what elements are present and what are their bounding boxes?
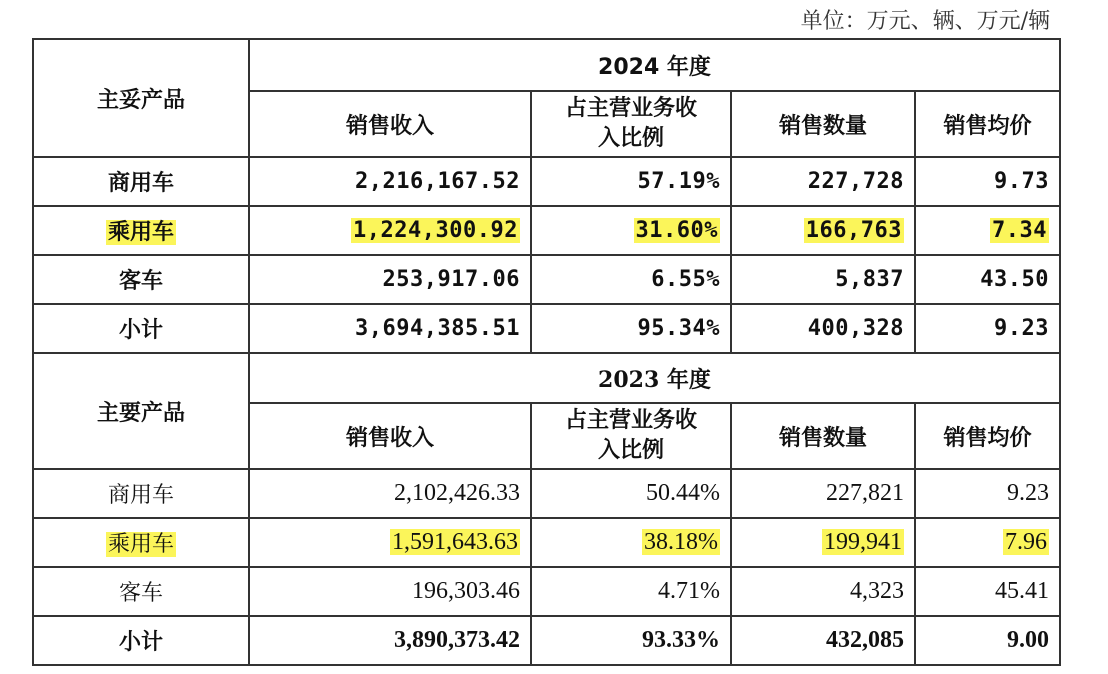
unit-label: 单位：万元、辆、万元/辆 [800,9,1050,34]
ratio-cell: 4.71% [531,567,731,616]
ratio-cell: 31.60% [531,206,731,255]
avg-price-cell: 43.50 [915,255,1060,304]
quantity-cell: 4,323 [731,567,915,616]
ratio-cell: 50.44% [531,469,731,518]
quantity-cell: 227,728 [731,157,915,206]
quantity-cell: 432,085 [731,616,915,665]
ratio-cell: 38.18% [531,518,731,567]
ratio-cell: 95.34% [531,304,731,353]
quantity-cell: 227,821 [731,469,915,518]
table-row [33,469,1060,518]
avg-price-cell: 7.34 [915,206,1060,255]
col-avg-price-header: 销售均价 [915,91,1060,157]
product-cell: 小计 [33,304,249,353]
product-cell: 小计 [33,616,249,665]
product-header-2023: 主要产品 [33,353,249,469]
table-row [33,157,1060,206]
product-cell: 乘用车 [33,206,249,255]
revenue-cell: 196,303.46 [249,567,531,616]
year-header-2024: 2024 年度 [249,39,1060,91]
avg-price-cell: 45.41 [915,567,1060,616]
table-row [33,255,1060,304]
col-revenue-header: 销售收入 [249,91,531,157]
section-2023-year-row [33,353,1060,403]
subtotal-row [33,304,1060,353]
product-cell: 商用车 [33,469,249,518]
revenue-cell: 3,694,385.51 [249,304,531,353]
quantity-cell: 400,328 [731,304,915,353]
revenue-cell: 2,102,426.33 [249,469,531,518]
ratio-cell: 93.33% [531,616,731,665]
product-cell: 乘用车 [33,518,249,567]
revenue-cell: 1,591,643.63 [249,518,531,567]
revenue-cell: 3,890,373.42 [249,616,531,665]
year-header-2023: 2023 年度 [249,353,1060,403]
ratio-cell: 6.55% [531,255,731,304]
product-header-2024: 主妥产品 [33,39,249,157]
table-row-highlighted [33,518,1060,567]
revenue-cell: 1,224,300.92 [249,206,531,255]
avg-price-cell: 9.23 [915,304,1060,353]
product-cell: 客车 [33,255,249,304]
col-avg-price-header: 销售均价 [915,403,1060,469]
col-revenue-header: 销售收入 [249,403,531,469]
avg-price-cell: 9.23 [915,469,1060,518]
product-cell: 商用车 [33,157,249,206]
revenue-cell: 253,917.06 [249,255,531,304]
section-2024-year-row [33,39,1060,91]
avg-price-cell: 9.00 [915,616,1060,665]
avg-price-cell: 7.96 [915,518,1060,567]
table-row-highlighted [33,206,1060,255]
col-ratio-header: 占主营业务收 入比例 [531,91,731,157]
subtotal-row [33,616,1060,665]
quantity-cell: 199,941 [731,518,915,567]
product-cell: 客车 [33,567,249,616]
quantity-cell: 5,837 [731,255,915,304]
col-quantity-header: 销售数量 [731,403,915,469]
quantity-cell: 166,763 [731,206,915,255]
col-ratio-header: 占主营业务收 入比例 [531,403,731,469]
ratio-cell: 57.19% [531,157,731,206]
col-quantity-header: 销售数量 [731,91,915,157]
sales-table [32,38,1061,666]
avg-price-cell: 9.73 [915,157,1060,206]
revenue-cell: 2,216,167.52 [249,157,531,206]
table-row [33,567,1060,616]
